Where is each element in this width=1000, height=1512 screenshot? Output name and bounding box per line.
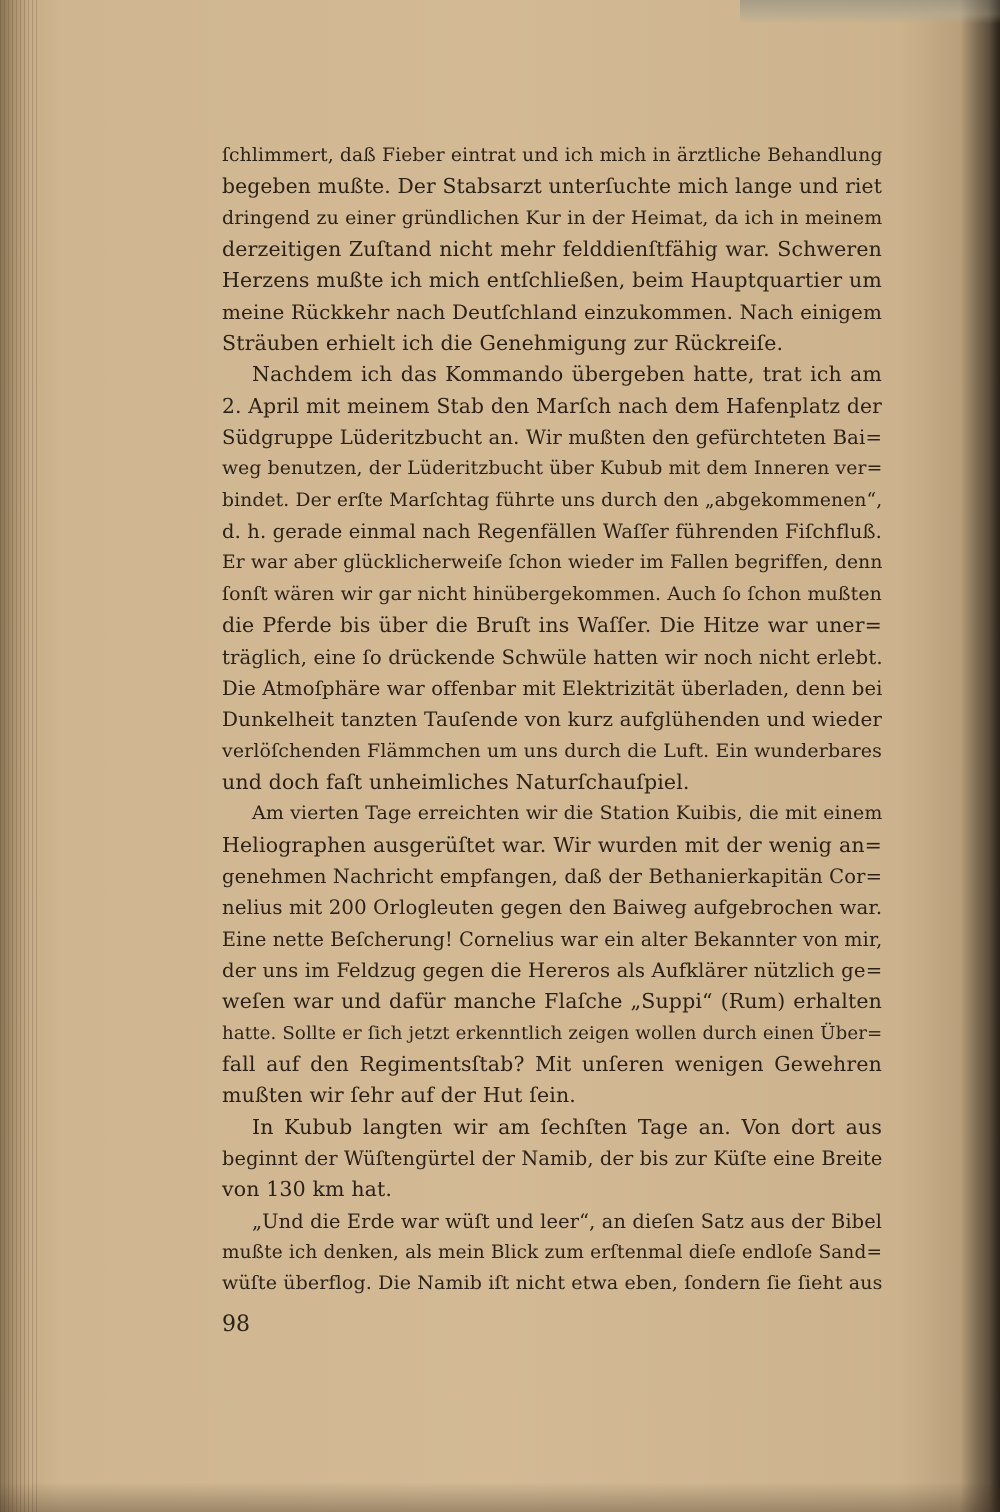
text-line: Heliographen ausgerüſtet war. Wir wurden mit der wenig an= [222, 832, 882, 857]
text-line: d. h. gerade einmal nach Regenfällen Waſſer führenden Fiſchfluß. [222, 520, 882, 544]
text-line: mußten wir ſehr auf der Hut ſein. [222, 1083, 576, 1108]
text-line: In Kubub langten wir am ſechſten Tage an. Von dort aus [252, 1114, 882, 1139]
page-shadow [960, 0, 1000, 1512]
page-number: 98 [222, 1312, 250, 1337]
text-line: wüſte überflog. Die Namib iſt nicht etwa eben, ſondern ſie ſieht aus [222, 1272, 883, 1295]
text-line: Eine nette Beſcherung! Cornelius war ein alter Bekannter von mir, [222, 927, 883, 951]
text-line: begeben mußte. Der Stabsarzt unterſuchte mich lange und riet [222, 174, 882, 199]
text-line: beginnt der Wüſtengürtel der Namib, der bis zur Küſte eine Breite [222, 1147, 883, 1170]
text-line: ſchlimmert, daß Fieber eintrat und ich mich in ärztliche Behandlung [222, 145, 883, 166]
text-line: genehmen Nachricht empfangen, daß der Bethanierkapitän Cor= [222, 864, 883, 888]
text-line: mußte ich denken, als mein Blick zum erſtenmal dieſe endloſe Sand= [222, 1242, 883, 1264]
text-line: Dunkelheit tanzten Tauſende von kurz aufglühenden und wieder [222, 708, 883, 732]
text-line: der uns im Feldzug gegen die Hereros als Aufklärer nützlich ge= [222, 958, 883, 982]
bottom-shadow [0, 1482, 1000, 1512]
text-line: Südgruppe Lüderitzbucht an. Wir mußten den gefürchteten Bai= [222, 426, 883, 450]
text-line: Sträuben erhielt ich die Genehmigung zur Rückreiſe. [222, 331, 784, 356]
text-line: bindet. Der erſte Marſchtag führte uns durch den „abgekommenen“, [222, 489, 883, 511]
text-line: dringend zu einer gründlichen Kur in der Heimat, da ich in meinem [222, 206, 883, 229]
text-line: Er war aber glücklicherweiſe ſchon wieder im Fallen begriffen, denn [222, 552, 883, 574]
text-line: weſen war und dafür manche Flaſche „Suppi“ (Rum) erhalten [222, 989, 882, 1014]
text-line: weg benutzen, der Lüderitzbucht über Kubub mit dem Inneren ver= [222, 458, 883, 480]
text-line: fall auf den Regimentsſtab? Mit unſeren wenigen Gewehren [222, 1051, 882, 1076]
text-line: und doch faſt unheimliches Naturſchauſpiel. [222, 769, 690, 794]
text-line: derzeitigen Zuſtand nicht mehr felddienſtfähig war. Schweren [222, 237, 882, 262]
page-edges [0, 0, 40, 1512]
text-line: Herzens mußte ich mich entſchließen, beim Hauptquartier um [222, 268, 882, 293]
text-line: nelius mit 200 Orlogleuten gegen den Baiweg aufgebrochen war. [222, 896, 883, 920]
text-line: ſonſt wären wir gar nicht hinübergekommen. Auch ſo ſchon mußten [222, 582, 882, 605]
text-line: Nachdem ich das Kommando übergeben hatte, trat ich am [252, 362, 882, 387]
text-line: Am vierten Tage erreichten wir die Station Kuibis, die mit einem [252, 802, 883, 825]
text-line: die Pferde bis über die Bruſt ins Waſſer. Die Hitze war uner= [222, 613, 882, 638]
text-line: „Und die Erde war wüſt und leer“, an dieſen Satz aus der Bibel [252, 1209, 883, 1233]
text-line: von 130 km hat. [222, 1177, 393, 1202]
text-line: verlöſchenden Flämmchen um uns durch die Luft. Ein wunderbares [222, 739, 882, 762]
text-line: hatte. Sollte er ſich jetzt erkenntlich zeigen wollen durch einen Über= [222, 1022, 883, 1044]
text-line: träglich, eine ſo drückende Schwüle hatten wir noch nicht erlebt. [222, 645, 883, 669]
text-line: meine Rückkehr nach Deutſchland einzukommen. Nach einigem [222, 299, 882, 324]
text-line: 2. April mit meinem Stab den Marſch nach dem Hafenplatz der [222, 393, 882, 418]
text-line: Die Atmoſphäre war offenbar mit Elektrizität überladen, denn bei [222, 676, 883, 700]
body-text [222, 140, 882, 1300]
